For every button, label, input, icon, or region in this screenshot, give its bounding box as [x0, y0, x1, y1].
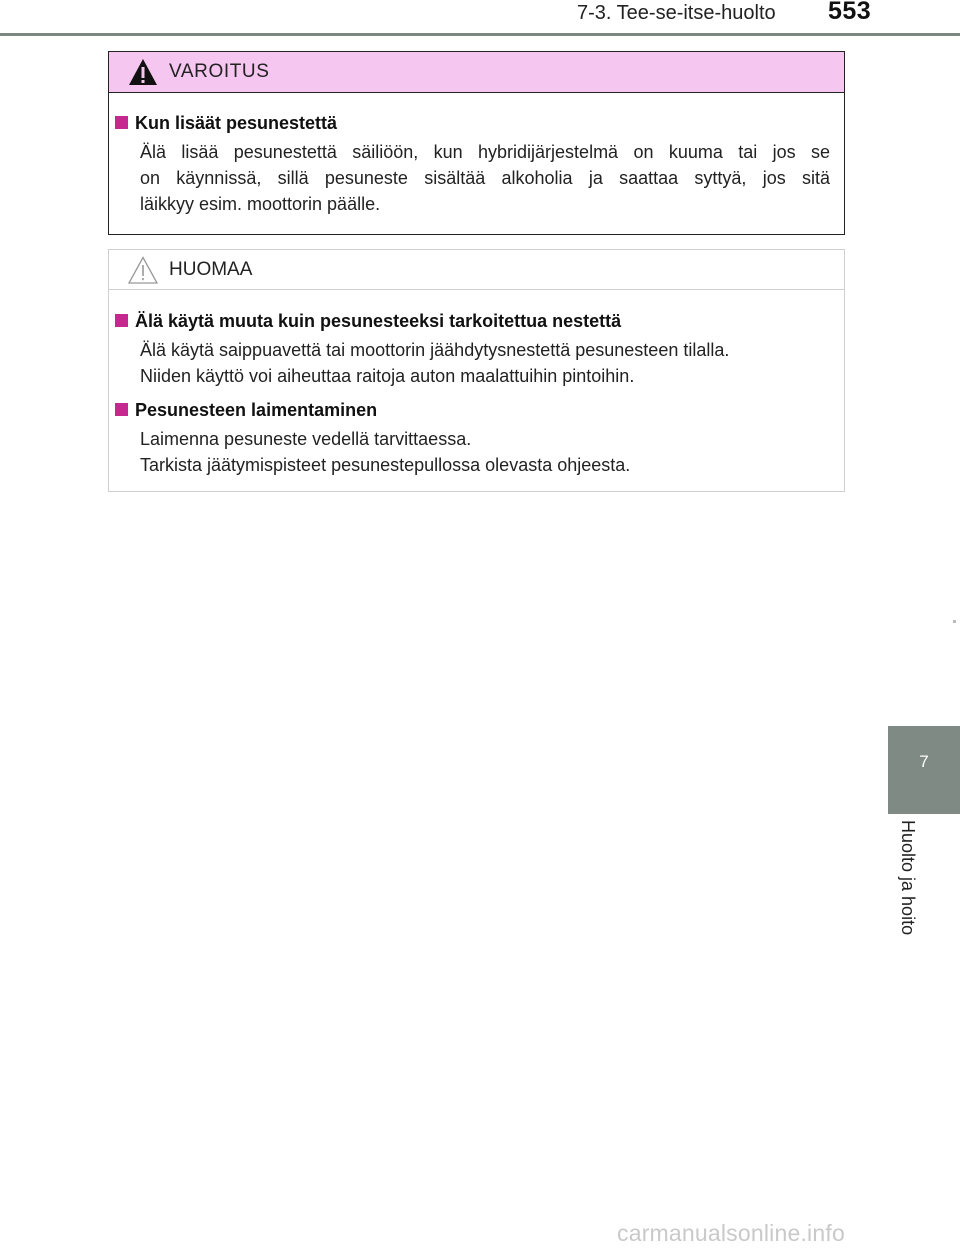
notice-header: [109, 250, 844, 290]
watermark: carmanualsonline.info: [617, 1220, 845, 1246]
warning-item-body: [140, 139, 830, 217]
text-line: läikkyy esim. moottorin päälle.: [140, 194, 381, 214]
warning-item-title: Kun lisäät pesunestettä: [115, 110, 830, 136]
text-line: Älä lisää pesunestettä säiliöön, kun hybridijärjestelmä on kuuma tai jos se: [140, 142, 830, 162]
square-bullet-icon: [115, 314, 128, 327]
notice-content: [115, 308, 830, 478]
text-line: Älä käytä saippuavettä tai moottorin jäähdytysnestettä pesunesteen tilalla.: [140, 340, 730, 360]
warning-label: VAROITUS: [169, 61, 270, 82]
header-rule: [0, 33, 960, 36]
notice-item-body: [140, 337, 830, 389]
notice-item-title: Älä käytä muuta kuin pesunesteeksi tarkoitettua nestettä: [115, 308, 830, 334]
warning-triangle-outline-icon: [127, 255, 159, 285]
notice-item-title: Pesunesteen laimentaminen: [115, 397, 830, 423]
margin-mark: [953, 620, 956, 623]
notice-label: HUOMAA: [169, 259, 253, 280]
text-line: Niiden käyttö voi aiheuttaa raitoja auton maalattuihin pintoihin.: [140, 366, 635, 386]
square-bullet-icon: [115, 116, 128, 129]
page-number: 553: [828, 0, 872, 25]
section-title: 7-3. Tee-se-itse-huolto: [577, 2, 776, 24]
warning-header: [109, 52, 844, 93]
chapter-tab: [888, 726, 960, 814]
warning-box: [108, 51, 845, 235]
notice-box: [108, 249, 845, 492]
chapter-number: 7: [919, 752, 929, 771]
warning-content: [115, 110, 830, 217]
text-line: on käynnissä, sillä pesuneste sisältää alkoholia ja saattaa syttyä, jos sitä: [140, 168, 830, 188]
text-line: Tarkista jäätymispisteet pesunestepullossa olevasta ohjeesta.: [140, 455, 631, 475]
warning-triangle-filled-icon: [127, 57, 159, 87]
square-bullet-icon: [115, 403, 128, 416]
text-line: Laimenna pesuneste vedellä tarvittaessa.: [140, 429, 472, 449]
chapter-label: Huolto ja hoito: [898, 820, 918, 936]
notice-item-body: [140, 426, 830, 478]
